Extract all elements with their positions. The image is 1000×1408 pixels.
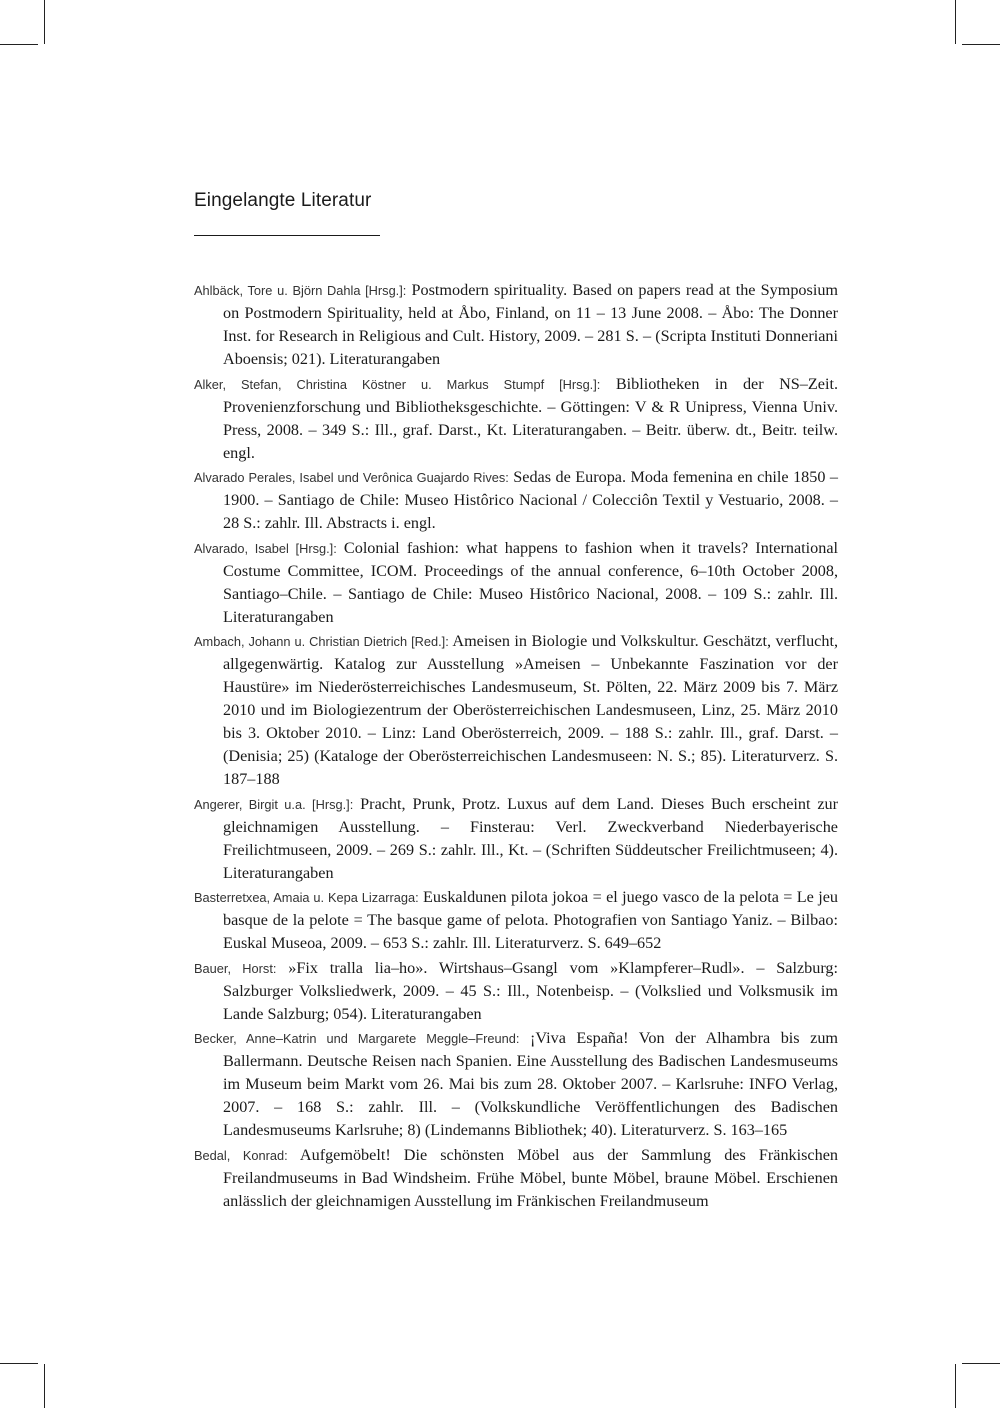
entry-author: Angerer, Birgit u.a. [Hrsg.]: — [194, 796, 354, 812]
entry-text: Postmodern spirituality. Based on papers read at the Symposium on Postmodern Spirituality, held at Åbo, Finland, on 11 – 13 June 2008. – Åbo: The Donner Inst. for Research in Religious and Cult. History, 2009. – 281 S. – (Scripta Instituti Donneriani Aboensis; 021). Literaturangaben — [223, 281, 839, 368]
entry-author: Bauer, Horst: — [194, 960, 277, 976]
bibliography-list — [194, 279, 838, 1214]
entry-author: Alvarado Perales, Isabel und Verônica Guajardo Rives: — [194, 470, 509, 485]
crop-mark — [44, 1364, 45, 1408]
entry-author: Alvarado, Isabel [Hrsg.]: — [194, 540, 337, 556]
bibliography-entry — [194, 630, 838, 791]
entry-author: Ahlbäck, Tore u. Björn Dahla [Hrsg.]: — [194, 283, 407, 298]
bibliography-entry — [194, 279, 838, 371]
section-title: Eingelangte Literatur — [194, 190, 372, 211]
entry-text: Aufgemöbelt! Die schönsten Möbel aus der Sammlung des Fränkischen Freilandmuseums in Bad Windsheim. Frühe Möbel, bunte Möbel, braune Möbel. Erschienen anlässlich der gleichnamigen Ausstellung im Fränkischen Freilandmuseum — [223, 1145, 838, 1210]
entry-author: Alker, Stefan, Christina Köstner u. Markus Stumpf [Hrsg.]: — [194, 376, 601, 392]
entry-text: Bibliotheken in der NS–Zeit. Provenienzforschung und Bibliotheksgeschichte. – Göttingen: V & R Unipress, Vienna Univ. Press, 2008. – 349 S.: Ill., graf. Darst., Kt. Literaturangaben. – Beitr. überw. dt., Beitr. teilw. engl. — [223, 374, 838, 462]
title-underline — [194, 235, 380, 236]
entry-author: Becker, Anne–Katrin und Margarete Meggle–Freund: — [194, 1031, 520, 1046]
bibliography-entry — [194, 1027, 838, 1142]
bibliography-entry — [194, 1144, 838, 1213]
entry-text: Colonial fashion: what happens to fashion when it travels? International Costume Committee, ICOM. Proceedings of the annual conference, 6–10th October 2008, Santiago–Chile. – Santiago de Chile: Museo Histôrico Nacional, 2008. – 109 S.: zahlr. Ill. Literaturangaben — [223, 538, 838, 626]
crop-mark — [955, 0, 956, 44]
bibliography-entry — [194, 793, 838, 885]
crop-mark — [0, 1363, 38, 1364]
entry-text: Ameisen in Biologie und Volkskultur. Geschätzt, verflucht, allgegenwärtig. Katalog zur Ausstellung »Ameisen – Unbekannte Faszination vor der Haustüre» im Niederösterreichisches Landesmuseum, St. Pölten, 22. März 2009 bis 7. März 2010 und im Biologiezentrum der Oberösterreichischen Landesmuseen, Linz, 25. März 2010 bis 3. Oktober 2010. – Linz: Land Oberösterreich, 2009. – 188 S.: zahlr. Ill., graf. Darst. – (Denisia; 25) (Kataloge der Oberösterreichischen Landesmuseen: N. S.; 85). Literaturverz. S. 187–188 — [223, 632, 838, 788]
entry-author: Basterretxea, Amaia u. Kepa Lizarraga: — [194, 890, 419, 905]
bibliography-entry — [194, 373, 838, 465]
crop-mark — [962, 44, 1000, 45]
crop-mark — [0, 44, 38, 45]
bibliography-entry — [194, 886, 838, 955]
entry-text: Pracht, Prunk, Protz. Luxus auf dem Land. Dieses Buch erscheint zur gleichnamigen Ausstellung. – Finsterau: Verl. Zweckverband Niederbayerische Freilichtmuseen, 2009. – 269 S.: zahlr. Ill., Kt. – (Schriften Süddeutscher Freilichtmuseen; 4). Literaturangaben — [223, 794, 839, 882]
entry-text: ¡Viva España! Von der Alhambra bis zum Ballermann. Deutsche Reisen nach Spanien. Eine Ausstellung des Badischen Landesmuseums im Museum beim Markt vom 26. Mai bis zum 28. Oktober 2007. – Karlsruhe: INFO Verlag, 2007. – 168 S.: zahlr. Ill. – (Volkskundliche Veröffentlichungen des Badischen Landesmuseums Karlsruhe; 8) (Lindemanns Bibliothek; 40). Literaturverz. S. 163–165 — [223, 1029, 838, 1139]
entry-text: »Fix tralla lia–ho». Wirtshaus–Gsangl vom »Klampferer–Rudl». – Salzburg: Salzburger Volksliedwerk, 2009. – 45 S.: Ill., Notenbeisp. – (Volkslied und Volksmusik im Lande Salzburg; 054). Literaturangaben — [223, 958, 839, 1023]
crop-mark — [44, 0, 45, 44]
entry-text: Sedas de Europa. Moda femenina en chile 1850 – 1900. – Santiago de Chile: Museo Histôrico Nacional / Colecciôn Textil y Vestuario, 2008. – 28 S.: zahlr. Ill. Abstracts i. engl. — [223, 468, 839, 532]
bibliography-entry — [194, 537, 838, 629]
crop-mark — [962, 1363, 1000, 1364]
bibliography-entry — [194, 466, 838, 535]
bibliography-entry — [194, 957, 838, 1026]
entry-author: Ambach, Johann u. Christian Dietrich [Red.]: — [194, 634, 449, 649]
crop-mark — [955, 1364, 956, 1408]
entry-author: Bedal, Konrad: — [194, 1147, 288, 1163]
entry-text: Euskaldunen pilota jokoa = el juego vasco de la pelota = Le jeu basque de la pelote = The basque game of pelota. Photografien von Santiago Yaniz. – Bilbao: Euskal Museoa, 2009. – 653 S.: zahlr. Ill. Literaturverz. S. 649–652 — [223, 888, 839, 952]
